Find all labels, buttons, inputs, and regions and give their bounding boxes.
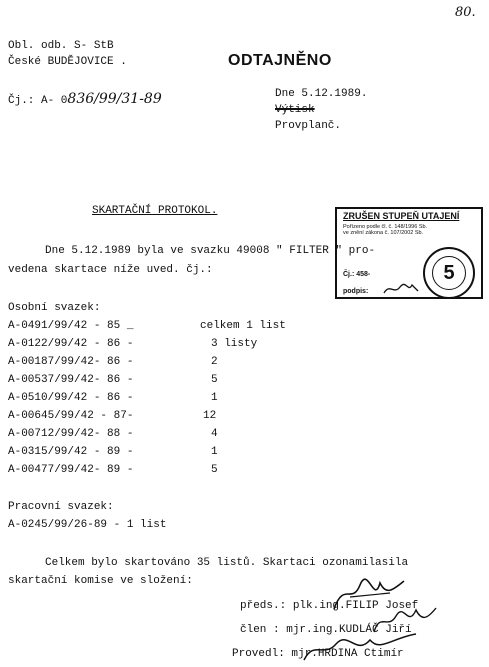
signature-name: mjr.ing.KUDLÁČ Jiří	[286, 624, 412, 636]
closing-line-1: Celkem bylo skartováno 35 listů. Skartaci ozonamilasila	[45, 557, 409, 569]
sender-line-2: České BUDĚJOVICE .	[8, 56, 127, 68]
row-reference: A-00712/99/42- 88 -	[8, 428, 134, 440]
signature-name: plk.ing.FILIP Josef	[292, 600, 419, 612]
row-reference: A-0122/99/42 - 86 -	[8, 338, 134, 350]
row-count: 1	[211, 446, 218, 458]
protocol-title: SKARTAČNÍ PROTOKOL.	[92, 205, 218, 217]
stamp-signature-label: podpis:	[343, 288, 369, 295]
copy-distribution: Provplanč.	[275, 120, 342, 132]
row-count: 4	[211, 428, 218, 440]
classification-heading: ODTAJNĚNO	[228, 52, 332, 69]
reference-handwritten: 836/99/31-89	[67, 91, 162, 107]
row-reference: A-00477/99/42- 89 -	[8, 464, 134, 476]
page-number: 80.	[455, 5, 476, 20]
row-count: 5	[211, 464, 218, 476]
row-count: 1	[211, 392, 218, 404]
sender-line-1: Obl. odb. S- StB	[8, 40, 114, 52]
row-count: 3 listy	[211, 338, 258, 350]
row-count: 5	[211, 374, 218, 386]
intro-line-1: Dne 5.12.1989 byla ve svazku 49008 " FILTER " pro-	[45, 245, 376, 257]
row-reference: A-00187/99/42- 86 -	[8, 356, 134, 368]
stamp-legal-line-2: ve znění zákona č. 107/2002 Sb.	[343, 230, 424, 236]
stamp-title: ZRUŠEN STUPEŇ UTAJENÍ	[343, 211, 460, 221]
row-count: celkem 1 list	[200, 320, 286, 332]
row-reference: A-00537/99/42- 86 -	[8, 374, 134, 386]
reference-prefix: Čj.: A- 0	[8, 95, 68, 107]
closing-line-2: skartační komise ve složení:	[8, 575, 193, 587]
intro-line-2: vedena skartace níže uved. čj.:	[8, 264, 213, 276]
row-count: 2	[211, 356, 218, 368]
work-file-row: A-0245/99/26-89 - 1 list	[8, 519, 167, 531]
section-personal-heading: Osobní svazek:	[8, 302, 101, 314]
signature-label: předs.:	[240, 600, 287, 612]
section-work-heading: Pracovní svazek:	[8, 501, 114, 513]
document-date: Dne 5.12.1989.	[275, 88, 368, 100]
row-reference: A-0510/99/42 - 86 -	[8, 392, 134, 404]
stamp-signature-scribble	[382, 281, 422, 297]
row-reference: A-0315/99/42 - 89 -	[8, 446, 134, 458]
row-count: 12	[203, 410, 217, 422]
signature-label: člen :	[240, 624, 280, 636]
stamp-legal-line-1: Pořízeno podle čl. č. 148/1996 Sb.	[343, 224, 428, 230]
signature-label: Provedl:	[232, 648, 285, 660]
row-reference: A-00645/99/42 - 87-	[8, 410, 134, 422]
reference-number	[8, 93, 162, 108]
round-seal-stamp	[423, 247, 475, 299]
signature-name: mjr.HRDINA Ctimír	[291, 648, 404, 660]
handwritten-signature-executor	[300, 630, 420, 666]
round-seal-number: 5	[432, 256, 466, 290]
copy-number-struck: Výtisk	[275, 104, 315, 116]
stamp-cj-label: Čj.: 458-	[343, 271, 371, 278]
row-reference: A-0491/99/42 - 85 _	[8, 320, 134, 332]
